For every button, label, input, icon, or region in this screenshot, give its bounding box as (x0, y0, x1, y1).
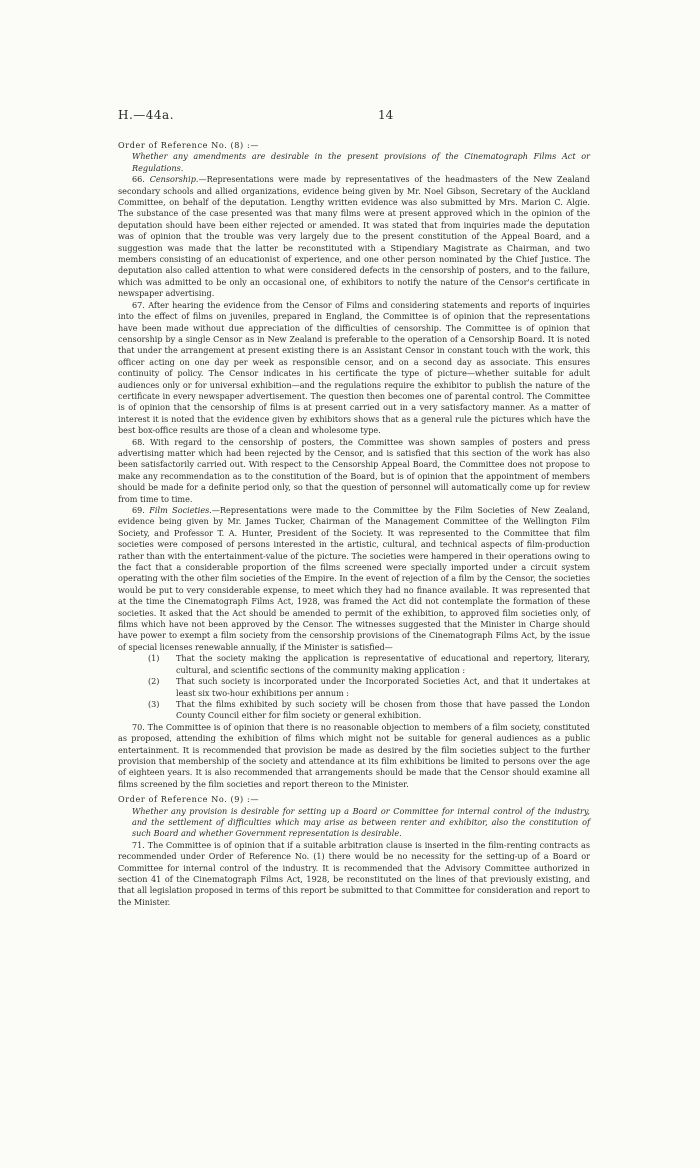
page-header (118, 108, 590, 124)
order-of-reference-9-question: Whether any provision is desirable for setting up a Board or Committee for internal control of the industry, and the settlement of difficulties which may arise as between renter and exhibitor, also the constitution of such Board and whether Government representation is desirable. (132, 805, 590, 839)
paragraph-number: 67. (132, 299, 149, 310)
list-item-text: That such society is incorporated under the Incorporated Societies Act, and that it undertakes at least six two-hour exhibitions per annum : (176, 676, 590, 698)
list-item-number: (1) (148, 653, 160, 664)
side-heading: Censorship. (149, 174, 199, 185)
page-number: 14 (378, 108, 394, 122)
paragraph-number: 68. (132, 436, 150, 447)
paragraph-66 (118, 174, 590, 299)
paragraph-number: 66. (132, 174, 150, 185)
list-item (118, 699, 590, 722)
list-item-text: That the society making the application is representative of educational and repertory, literary, cultural, and scientific sections of the community making application : (176, 653, 590, 675)
paragraph-text: With regard to the censorship of posters, the Committee was shown samples of posters and press advertising matter which had been rejected by the Censor, and is satisfied that this section of the work has also been satisfactorily carried out. With respect to the Censorship Appeal Board, the Committee does not propose to make any recommendation as to the constitution of the Board, but is of opinion that the appointment of members should be made for a definite period only, so that the question of personnel will automatically come up for review from time to time. (118, 436, 590, 504)
order-of-reference-8-question: Whether any amendments are desirable in the present provisions of the Cinematograph Films Act or Regulations. (132, 151, 590, 173)
paragraph-text: After hearing the evidence from the Censor of Films and considering statements and reports of inquiries into the effect of films on juveniles, prepared in England, the Committee is of opinion that the representations have been made without due appreciation of the difficulties of censorship. The Committee is of opinion that censorship by a single Censor as in New Zealand is preferable to the operation of a Censorship Board. It is noted that under the arrangement at present existing there is an Assistant Censor in constant touch with the work, this officer acting on one day per week as responsible censor, and on a second day as associate. This ensures continuity of policy. The Censor indicates in his certificate the type of picture—whether suitable for adult audiences only or for universal exhibition—and the regulations require the exhibitor to publish the nature of the certificate in every newspaper advertisement. The question then becomes one of parental control. The Committee is of opinion that the censorship of films is at present carried out in a very satisfactory manner. As a matter of interest it is noted that the evidence given by exhibitors shows that as a general rule the pictures which have the best box-office results are those of a clean and wholesome type. (118, 299, 590, 436)
list-item-number: (2) (148, 676, 160, 687)
order-of-reference-8-heading: Order of Reference No. (8) :— (118, 140, 260, 150)
paragraph-71: 71. The Committee is of opinion that if a suitable arbitration clause is inserted in the film-renting contracts as recommended under Order of Reference No. (1) there would be no necessity for the setting-up of a Board or Committee for internal control of the industry. It is recommended that the Advisory Committee authorized in section 41 of the Cinematograph Films Act, 1928, be reconstituted on the lines of that previously existing, and that all legislation proposed in terms of this report be submitted to that Committee for consideration and report to the Minister. (118, 839, 590, 907)
paragraph-68 (118, 437, 590, 505)
paragraph-text: —Representations were made to the Committee by the Film Societies of New Zealand, evidence being given by Mr. James Tucker, Chairman of the Management Committee of the Wellington Film Society, and Professor T. A. Hunter, President of the Society. It was represented to the Committee that film societies were composed of persons interested in the artistic, cultural, and technical aspects of film-production rather than with the entertainment-value of the picture. The societies were hampered in their operations owing to the fact that a considerable proportion of the films screened were specially imported under a circuit system operating with the other film societies of the Empire. In the event of rejection of a film by the Censor, the societies would be put to very considerable expense, to meet which they had no finance available. It was represented that at the time the Cinematograph Films Act, 1928, was framed the Act did not contemplate the formation of these societies. It asked that the Act should be amended to permit of the exhibition, to approved film societies only, of films which have not been approved by the Censor. The witnesses suggested that the Minister in Charge should have power to exempt a film society from the censorship provisions of the Cinematograph Films Act, by the issue of special licenses renewable annually, if the Minister is satisfied— (118, 505, 590, 652)
paragraph-67 (118, 300, 590, 437)
document-reference: H.—44a. (118, 108, 175, 122)
page-body (118, 140, 590, 908)
order-of-reference-9-heading: Order of Reference No. (9) :— (118, 794, 260, 805)
list-item (118, 653, 590, 676)
conditions-list (118, 653, 590, 721)
paragraph-number: 69. (132, 505, 150, 515)
side-heading: Film Societies. (149, 505, 212, 515)
paragraph-70: 70. The Committee is of opinion that there is no reasonable objection to members of a film society, constituted as proposed, attending the exhibition of films which might not be suitable for general audiences as a public entertainment. It is recommended that provision be made as desired by the film societies subject to the further provision that membership of the society and attendance at its film exhibitions be limited to persons over the age of eighteen years. It is also recommended that arrangements should be made that the Censor should examine all films screened by the film societies and report thereon to the Minister. (118, 721, 590, 789)
list-item-number: (3) (148, 698, 160, 709)
paragraph-69 (118, 505, 590, 653)
list-item-text: That the films exhibited by such society will be chosen from those that have passed the London County Council either for film society or general exhibition. (176, 698, 590, 721)
paragraph-text: —Representations were made by representatives of the headmasters of the New Zealand secondary schools and allied organizations, evidence being given by Mr. Noel Gibson, Secretary of the Auckland Committee, on behalf of the deputation. Lengthy written evidence was also submitted by Mrs. Marion C. Algie. The substance of the case presented was that many films were at present approved which in the opinion of the deputation should have been either rejected or amended. It was stated that from inquiries made the deputation was of opinion that the trouble was very largely due to the present constitution of the Appeal Board, and a suggestion was made that the latter be reconstituted with a Stipendiary Magistrate as Chairman, and two members consisting of an educationist of experience, and one other person nominated by the Chief Justice. The deputation also called attention to what were considered defects in the censorship of posters, and to the failure, which was admitted to be only an occasional one, of exhibitors to notify the nature of the Censor's certificate in newspaper advertising. (118, 174, 590, 299)
list-item (118, 676, 590, 699)
